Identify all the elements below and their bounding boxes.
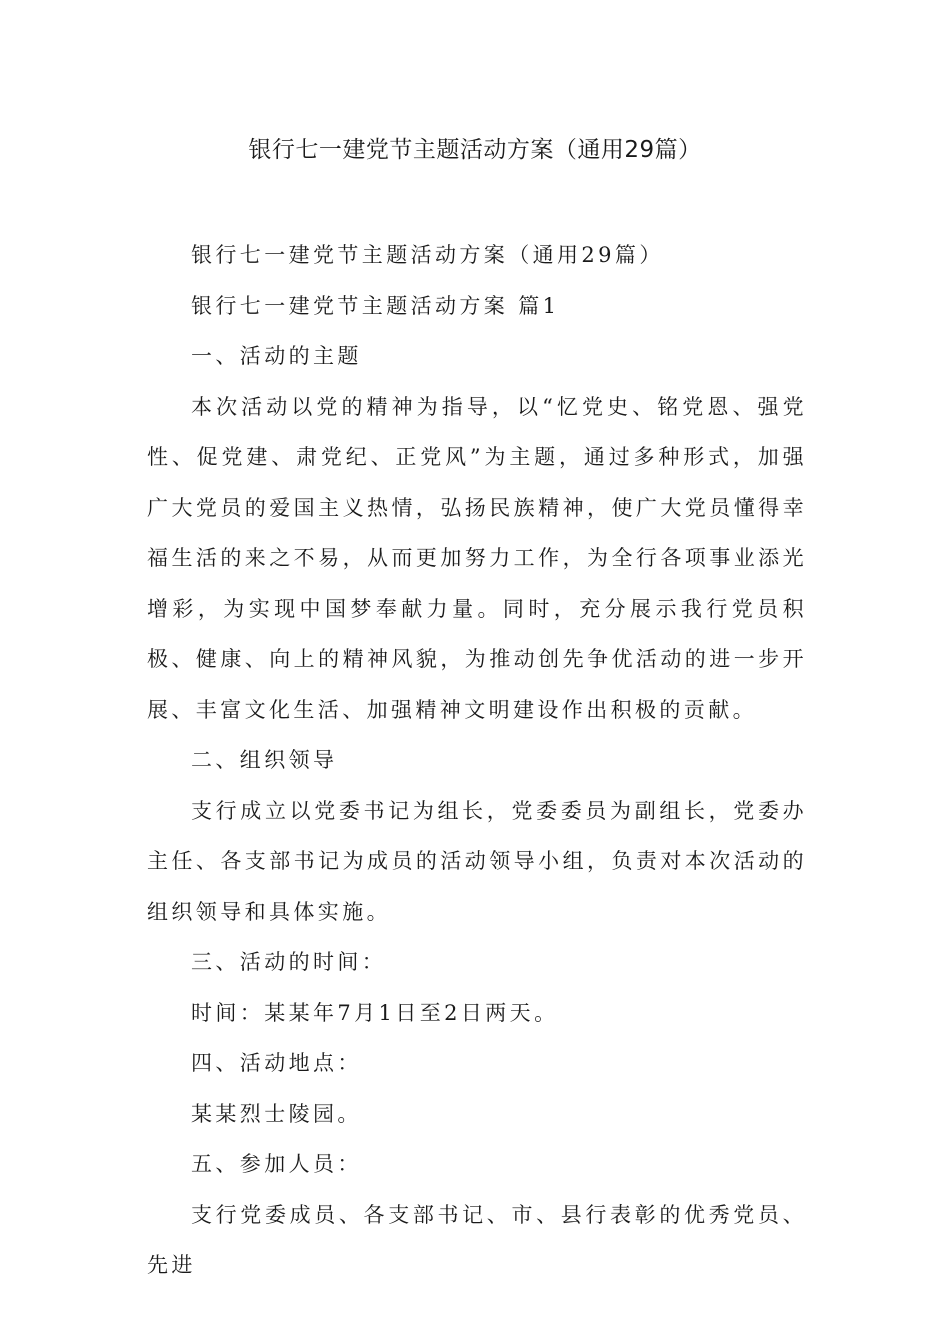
paragraph-activity-location: 某某烈士陵园。	[191, 1101, 362, 1126]
heading-activity-location: 四、活动地点：	[191, 1051, 362, 1075]
paragraph-activity-time: 时间：某某年7月1日至2日两天。	[191, 1000, 559, 1025]
heading-activity-time: 三、活动的时间：	[191, 950, 387, 974]
paragraph-section-heading: 银行七一建党节主题活动方案 篇1	[191, 293, 560, 318]
document-title: 银行七一建党节主题活动方案（通用29篇）	[248, 137, 702, 163]
paragraph-activity-theme: 本次活动以党的精神为指导，以“忆党史、铭党恩、强党性、促党建、肃党纪、正党风”为主题，通过多种形式，加强广大党员的爱国主义热情，弘扬民族精神，使广大党员懂得幸福生活的来之不易，从而更加努力工作，为全行各项事业添光增彩，为实现中国梦奉献力量。同时，充分展示我行党员积极、健康、向上的精神风貌，为推动创先争优活动的进一步开展、丰富文化生活、加强精神文明建设作出积极的贡献。	[147, 394, 807, 722]
paragraph-participants: 支行党委成员、各支部书记、市、县行表彰的优秀党员、先进	[147, 1202, 807, 1277]
document-body	[147, 230, 807, 1291]
heading-activity-theme: 一、活动的主题	[191, 344, 362, 368]
paragraph-organization: 支行成立以党委书记为组长，党委委员为副组长，党委办主任、各支部书记为成员的活动领导小组，负责对本次活动的组织领导和具体实施。	[147, 798, 807, 924]
paragraph-subtitle: 银行七一建党节主题活动方案（通用29篇）	[191, 243, 664, 267]
heading-participants: 五、参加人员：	[191, 1152, 362, 1176]
heading-organization: 二、组织领导	[191, 748, 338, 772]
